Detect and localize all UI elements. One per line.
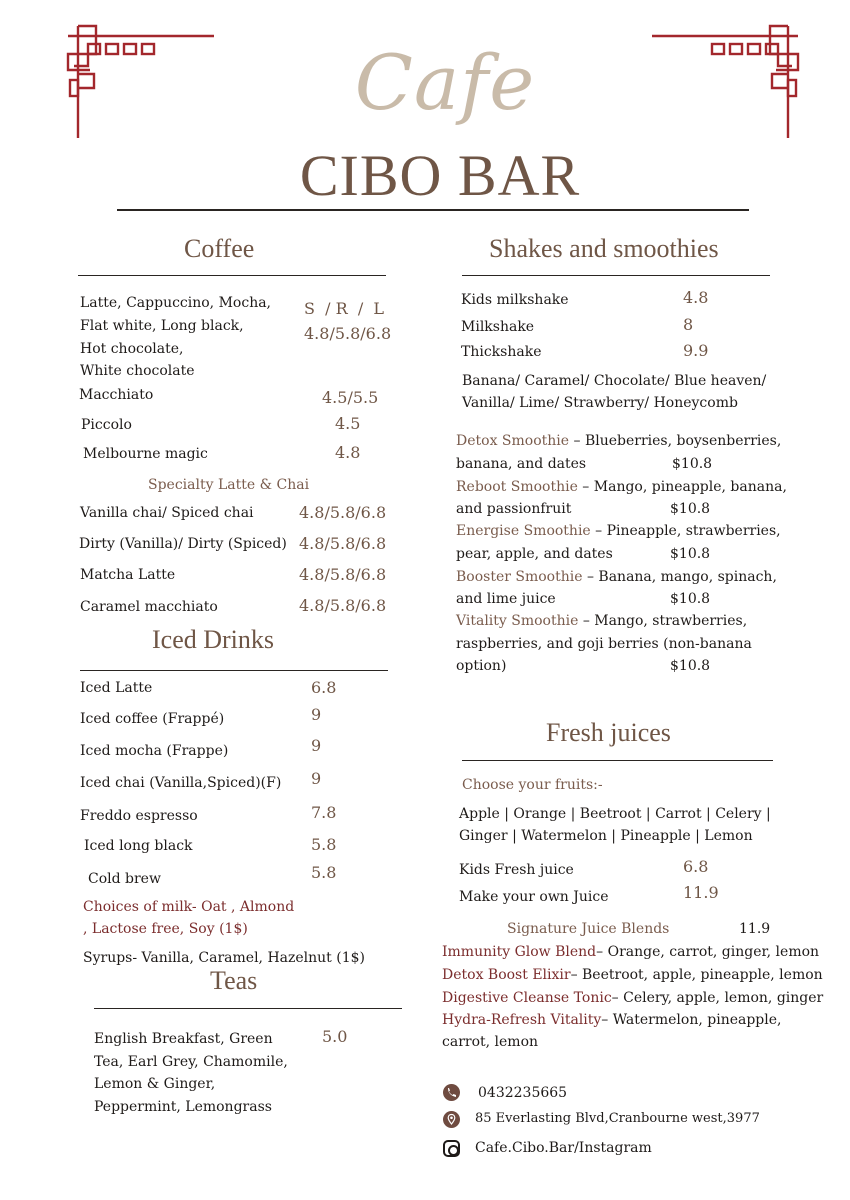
blend-desc: – Celery, apple, lemon, ginger bbox=[611, 990, 824, 1006]
smoothie-line bbox=[456, 610, 747, 632]
cafe-main-title: CIBO BAR bbox=[299, 143, 581, 208]
fruit-list: Ginger | Watermelon | Pineapple | Lemon bbox=[459, 828, 753, 844]
menu-item-name: Iced Latte bbox=[80, 680, 153, 696]
tea-line: Peppermint, Lemongrass bbox=[94, 1099, 272, 1115]
fruit-list: Apple | Orange | Beetroot | Carrot | Celery | bbox=[459, 806, 771, 822]
smoothie-desc: and passionfruit bbox=[456, 501, 572, 517]
smoothie-desc: option) bbox=[456, 658, 507, 674]
coffee-main-item: White chocolate bbox=[80, 363, 195, 379]
signature-blends-price: 11.9 bbox=[739, 921, 771, 937]
smoothie-desc: – Mango, strawberries, bbox=[578, 613, 748, 629]
blend-line bbox=[442, 964, 823, 986]
instagram-icon bbox=[443, 1140, 460, 1157]
menu-item-name: Iced coffee (Frappé) bbox=[80, 711, 225, 727]
menu-item-price: 6.8 bbox=[683, 857, 709, 876]
menu-item-price: 4.8 bbox=[683, 288, 709, 307]
smoothie-line bbox=[456, 520, 781, 542]
signature-blends-title: Signature Juice Blends bbox=[507, 921, 670, 937]
blend-name: Digestive Cleanse Tonic bbox=[442, 990, 612, 1006]
smoothie-price: $10.8 bbox=[670, 591, 711, 607]
smoothie-desc: banana, and dates bbox=[456, 456, 587, 472]
coffee-main-price: 4.8/5.8/6.8 bbox=[304, 324, 392, 343]
shake-flavours: Vanilla/ Lime/ Strawberry/ Honeycomb bbox=[462, 395, 738, 411]
menu-item-name: Iced long black bbox=[84, 838, 193, 854]
smoothie-desc: – Pineapple, strawberries, bbox=[590, 523, 781, 539]
blend-desc: – Beetroot, apple, pineapple, lemon bbox=[570, 967, 823, 983]
blend-desc: – Watermelon, pineapple, bbox=[601, 1012, 782, 1028]
menu-item-price: 4.8/5.8/6.8 bbox=[299, 565, 387, 584]
syrups-text: Syrups- Vanilla, Caramel, Hazelnut (1$) bbox=[83, 950, 365, 966]
menu-item-price: 4.8/5.8/6.8 bbox=[299, 596, 387, 615]
menu-item-price: 9 bbox=[311, 769, 322, 788]
menu-item-price: 7.8 bbox=[311, 803, 337, 822]
smoothie-price: $10.8 bbox=[670, 546, 711, 562]
milk-choices-text: , Lactose free, Soy (1$) bbox=[83, 921, 248, 937]
choose-fruits-label: Choose your fruits:- bbox=[462, 777, 603, 793]
smoothie-name: Reboot Smoothie bbox=[456, 479, 578, 495]
blend-name: Immunity Glow Blend bbox=[442, 944, 597, 960]
smoothie-line bbox=[456, 430, 781, 452]
iced-section-title: Iced Drinks bbox=[152, 625, 275, 654]
blend-desc: – Orange, carrot, ginger, lemon bbox=[596, 944, 820, 960]
shakes-section-title: Shakes and smoothies bbox=[489, 234, 719, 263]
menu-item-price: 9.9 bbox=[683, 341, 709, 360]
menu-item-name: Thickshake bbox=[461, 344, 542, 360]
smoothie-desc: – Blueberries, boysenberries, bbox=[569, 433, 782, 449]
juices-section-title: Fresh juices bbox=[546, 718, 671, 747]
menu-item-price: 11.9 bbox=[683, 883, 719, 902]
address-text: 85 Everlasting Blvd,Cranbourne west,3977 bbox=[475, 1111, 760, 1126]
coffee-sizes-label: S / R / L bbox=[304, 299, 385, 318]
specialty-subtitle: Specialty Latte & Chai bbox=[148, 477, 310, 493]
smoothie-name: Energise Smoothie bbox=[456, 523, 591, 539]
menu-item-name: Make your own Juice bbox=[459, 889, 609, 905]
smoothie-desc: raspberries, and goji berries (non-banana bbox=[456, 636, 752, 652]
right-corner-ornament bbox=[650, 24, 800, 142]
blend-desc: carrot, lemon bbox=[442, 1034, 539, 1050]
tea-price: 5.0 bbox=[322, 1027, 348, 1046]
menu-item-name: Caramel macchiato bbox=[80, 599, 218, 615]
smoothie-desc: pear, apple, and dates bbox=[456, 546, 613, 562]
smoothie-desc: and lime juice bbox=[456, 591, 556, 607]
coffee-main-item: Hot chocolate, bbox=[80, 341, 184, 357]
menu-item-name: Matcha Latte bbox=[80, 567, 176, 583]
tea-line: Tea, Earl Grey, Chamomile, bbox=[94, 1054, 288, 1070]
menu-item-price: 4.8 bbox=[335, 443, 361, 462]
menu-item-name: Cold brew bbox=[88, 871, 161, 887]
smoothie-price: $10.8 bbox=[670, 658, 711, 674]
tea-line: English Breakfast, Green bbox=[94, 1031, 273, 1047]
tea-line: Lemon & Ginger, bbox=[94, 1076, 216, 1092]
menu-item-price: 5.8 bbox=[311, 863, 337, 882]
smoothie-name: Vitality Smoothie bbox=[456, 613, 579, 629]
menu-item-name: Melbourne magic bbox=[83, 446, 208, 462]
blend-line bbox=[442, 987, 823, 1009]
menu-item-name: Iced chai (Vanilla,Spiced)(F) bbox=[80, 775, 282, 791]
menu-item-name: Kids Fresh juice bbox=[459, 862, 574, 878]
juices-divider bbox=[462, 760, 773, 761]
header-divider bbox=[117, 209, 749, 211]
menu-item-name: Vanilla chai/ Spiced chai bbox=[80, 505, 254, 521]
blend-line bbox=[442, 1009, 781, 1031]
menu-item-price: 6.8 bbox=[311, 678, 337, 697]
menu-item-name: Milkshake bbox=[461, 319, 535, 335]
menu-item-price: 8 bbox=[683, 315, 694, 334]
location-pin-icon bbox=[443, 1111, 460, 1128]
coffee-main-item: Latte, Cappuccino, Mocha, bbox=[80, 295, 272, 311]
menu-item-price: 4.5/5.5 bbox=[322, 388, 379, 407]
menu-item-name: Dirty (Vanilla)/ Dirty (Spiced) bbox=[79, 536, 287, 552]
menu-item-price: 4.5 bbox=[335, 414, 361, 433]
smoothie-desc: – Mango, pineapple, banana, bbox=[577, 479, 787, 495]
smoothie-line bbox=[456, 566, 777, 588]
smoothie-price: $10.8 bbox=[670, 501, 711, 517]
smoothie-line bbox=[456, 476, 787, 498]
menu-item-price: 5.8 bbox=[311, 835, 337, 854]
shake-flavours: Banana/ Caramel/ Chocolate/ Blue heaven/ bbox=[462, 373, 767, 389]
menu-item-name: Piccolo bbox=[81, 417, 132, 433]
milk-choices-text: Choices of milk- Oat , Almond bbox=[83, 899, 295, 915]
menu-item-price: 9 bbox=[311, 736, 322, 755]
menu-item-name: Freddo espresso bbox=[80, 808, 198, 824]
phone-number[interactable]: 0432235665 bbox=[478, 1085, 568, 1101]
iced-divider bbox=[80, 670, 388, 671]
menu-item-name: Iced mocha (Frappe) bbox=[80, 743, 229, 759]
menu-item-price: 9 bbox=[311, 705, 322, 724]
smoothie-name: Detox Smoothie bbox=[456, 433, 570, 449]
left-corner-ornament bbox=[66, 24, 216, 142]
coffee-section-title: Coffee bbox=[184, 234, 255, 263]
menu-item-price: 4.8/5.8/6.8 bbox=[299, 503, 387, 522]
blend-name: Detox Boost Elixir bbox=[442, 967, 571, 983]
smoothie-price: $10.8 bbox=[672, 456, 713, 472]
menu-item-price: 4.8/5.8/6.8 bbox=[299, 534, 387, 553]
coffee-divider bbox=[78, 275, 386, 276]
smoothie-name: Booster Smoothie bbox=[456, 569, 583, 585]
teas-divider bbox=[94, 1008, 402, 1009]
phone-icon bbox=[443, 1084, 460, 1101]
menu-item-name: Macchiato bbox=[79, 387, 154, 403]
shakes-divider bbox=[462, 275, 770, 276]
cafe-script-title: Cafe bbox=[354, 38, 536, 127]
instagram-link[interactable]: Cafe.Cibo.Bar/Instagram bbox=[475, 1140, 652, 1156]
smoothie-desc: – Banana, mango, spinach, bbox=[582, 569, 777, 585]
blend-name: Hydra-Refresh Vitality bbox=[442, 1012, 602, 1028]
teas-section-title: Teas bbox=[210, 966, 258, 995]
coffee-main-item: Flat white, Long black, bbox=[80, 318, 244, 334]
blend-line bbox=[442, 941, 819, 963]
menu-item-name: Kids milkshake bbox=[461, 292, 569, 308]
